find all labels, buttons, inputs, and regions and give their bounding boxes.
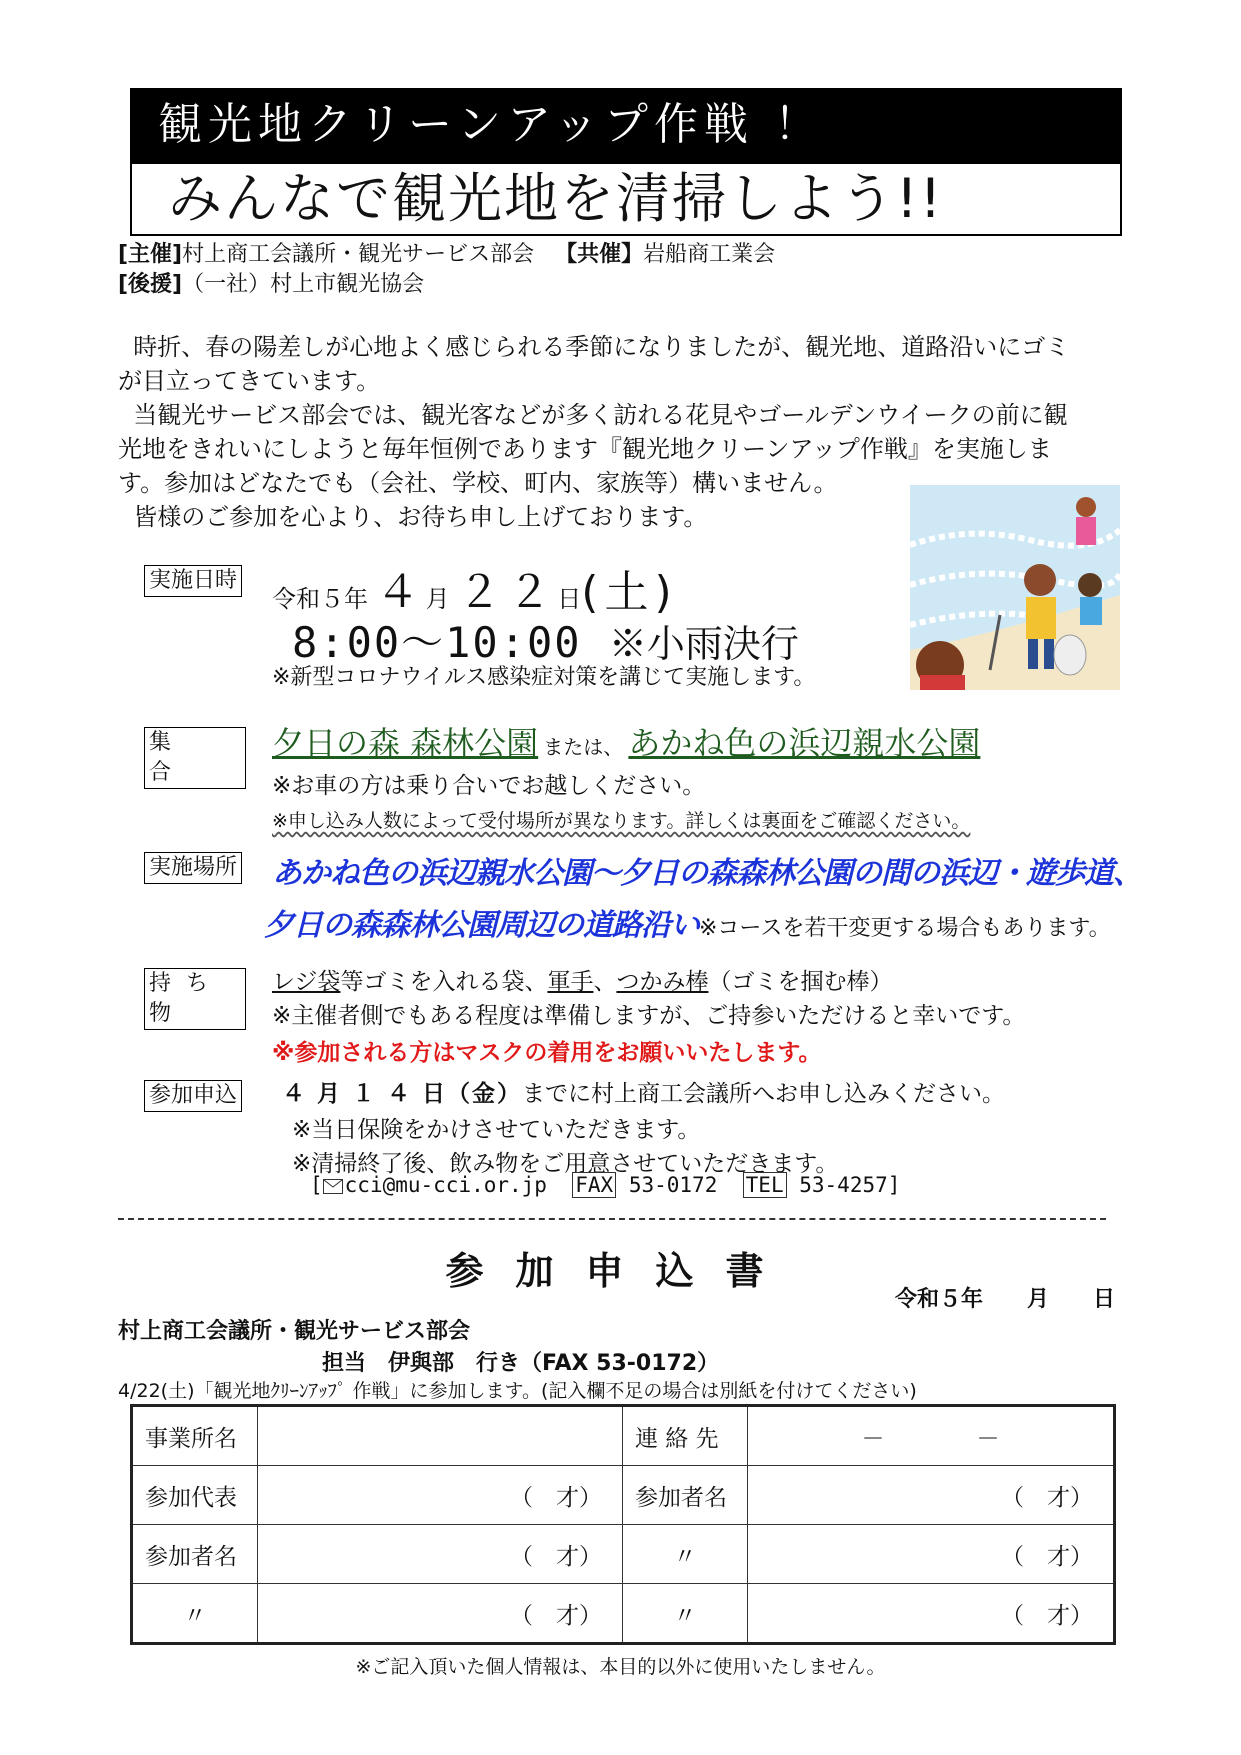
item-gloves: 軍手 xyxy=(547,969,594,995)
meeting-or: または、 xyxy=(543,735,624,759)
location-line-2-row xyxy=(264,900,1111,944)
apply-deadline-line xyxy=(282,1078,1005,1110)
form-label: 〃 xyxy=(132,1584,258,1644)
meeting-place-1: 夕日の森 森林公園 xyxy=(272,724,539,762)
intro-p2-l3: す。参加はどなたでも（会社、学校、町内、家族等）構いません。 xyxy=(118,469,838,497)
privacy-note: ※ご記入頂いた個人情報は、本目的以外に使用いたしません。 xyxy=(355,1656,886,1678)
application-form xyxy=(130,1404,1116,1645)
form-row xyxy=(132,1525,1115,1584)
cohost-name: 岩船商工業会 xyxy=(643,242,776,267)
items-text-3: （ゴミを掴む棒） xyxy=(708,969,893,995)
fax-number: 53-0172 xyxy=(628,1173,718,1197)
cut-line xyxy=(118,1218,1106,1220)
intro-p1-l1: 時折、春の陽差しが心地よく感じられる季節になりましたが、観光地、道路沿いにゴミ xyxy=(133,333,1070,361)
cleanup-illustration xyxy=(910,485,1120,690)
main-title: みんなで観光地を清掃しよう!! xyxy=(130,162,1122,236)
items-text-2: 、 xyxy=(593,969,617,995)
mask-note: ※参加される方はマスクの着用をお願いいたします。 xyxy=(272,1040,822,1066)
form-field-company[interactable] xyxy=(258,1406,623,1466)
apply-note-2: ※清掃終了後、飲み物をご用意させていただきます。 xyxy=(292,1151,839,1177)
support-name: （一社）村上市観光協会 xyxy=(182,272,425,297)
host-label: [主催] xyxy=(118,242,183,267)
support-line xyxy=(118,270,424,300)
cohost-label: 【共催】 xyxy=(555,242,644,267)
form-statement: 4/22(土)「観光地ｸﾘｰﾝｱｯﾌﾟ 作戦」に参加します。(記入欄不足の場合は別紙を付けてください) xyxy=(118,1380,917,1402)
tel-number: 53-4257] xyxy=(799,1173,901,1197)
form-label: 事業所名 xyxy=(132,1406,258,1466)
items-text-1: 等ゴミを入れる袋、 xyxy=(340,969,548,995)
date-era: 令和５年 xyxy=(272,585,368,613)
form-to-1: 村上商工会議所・観光サービス部会 xyxy=(118,1319,471,1344)
form-date: 令和５年 月 日 xyxy=(894,1287,1115,1312)
intro-p2-l1: 当観光サービス部会では、観光客などが多く訪れる花見やゴールデンウイークの前に観 xyxy=(133,401,1068,429)
date-day-unit: 日 xyxy=(557,585,582,613)
items-note: ※主催者側でもある程度は準備しますが、ご持参いただけると幸いです。 xyxy=(272,1003,1026,1029)
intro-p3: 皆様のご参加を心より、お待ち申し上げております。 xyxy=(133,503,708,531)
apply-label: 参加申込 xyxy=(144,1080,242,1112)
contact-bracket: [ xyxy=(310,1173,323,1197)
form-field-participant[interactable]: （ 才） xyxy=(258,1525,623,1584)
covid-note: ※新型コロナウイルス感染症対策を講じて実施します。 xyxy=(272,665,816,690)
meeting-note-2: ※申し込み人数によって受付場所が異なります。詳しくは裏面をご確認ください。 xyxy=(272,810,971,832)
meeting-place-2: あかね色の浜辺親水公園 xyxy=(628,724,981,762)
date-weekday: (土) xyxy=(581,567,678,618)
support-label: [後援] xyxy=(118,272,183,297)
date-month: ４ xyxy=(375,567,426,618)
form-field-contact[interactable]: － － xyxy=(748,1406,1115,1466)
location-line-1: あかね色の浜辺親水公園～夕日の森森林公園の間の浜辺・遊歩道、 xyxy=(272,856,1142,891)
intro-p2-l2: 光地をきれいにしようと毎年恒例であります『観光地クリーンアップ作戦』を実施しま xyxy=(118,435,1052,463)
form-label: 〃 xyxy=(623,1584,748,1644)
form-field-participant[interactable]: （ 才） xyxy=(748,1525,1115,1584)
items-label: 持 ち 物 xyxy=(144,968,246,1030)
item-tongs: つかみ棒 xyxy=(616,969,709,995)
contact-line xyxy=(310,1168,900,1202)
schedule-label: 実施日時 xyxy=(144,565,242,597)
form-label: 参加者名 xyxy=(132,1525,258,1584)
date-day: ２２ xyxy=(457,567,558,618)
form-label: 参加代表 xyxy=(132,1466,258,1525)
form-field-participant[interactable]: （ 才） xyxy=(748,1466,1115,1525)
form-label: 参加者名 xyxy=(623,1466,748,1525)
event-time xyxy=(292,610,799,670)
location-label: 実施場所 xyxy=(144,852,242,884)
fax-label: FAX xyxy=(572,1172,616,1198)
organizer-line xyxy=(118,240,775,270)
contact-email[interactable]: cci@mu-cci.or.jp xyxy=(344,1173,547,1197)
date-month-unit: 月 xyxy=(425,585,450,613)
apply-deadline-text: までに村上商工会議所へお申し込みください。 xyxy=(522,1081,1006,1107)
form-field-representative[interactable]: （ 才） xyxy=(258,1466,623,1525)
form-title: 参加申込書 xyxy=(445,1249,796,1293)
form-row xyxy=(132,1584,1115,1644)
form-field-participant[interactable]: （ 才） xyxy=(748,1584,1115,1644)
meeting-label: 集 合 xyxy=(144,727,246,789)
form-field-participant[interactable]: （ 才） xyxy=(258,1584,623,1644)
form-row xyxy=(132,1406,1115,1466)
tel-label: TEL xyxy=(743,1172,787,1198)
rain-note: ※小雨決行 xyxy=(608,624,799,666)
intro-p1-l2: が目立ってきています。 xyxy=(118,367,381,395)
form-label: 連 絡 先 xyxy=(623,1406,748,1466)
banner-title: 観光地クリーンアップ作戦 ！ xyxy=(130,88,1122,162)
form-row xyxy=(132,1466,1115,1525)
time-range: 8:00～10:00 xyxy=(292,618,582,667)
form-to-2: 担当 伊與部 行き（FAX 53-0172） xyxy=(322,1351,720,1376)
mail-icon xyxy=(323,1179,343,1194)
location-note: ※コースを若干変更する場合もあります。 xyxy=(699,916,1111,941)
host-name: 村上商工会議所・観光サービス部会 xyxy=(182,242,535,267)
apply-note-1: ※当日保険をかけさせていただきます。 xyxy=(292,1117,701,1143)
meeting-note-1: ※お車の方は乗り合いでお越しください。 xyxy=(272,773,706,799)
form-label: 〃 xyxy=(623,1525,748,1584)
items-line xyxy=(272,966,892,998)
meeting-places xyxy=(272,718,980,764)
item-bag: レジ袋 xyxy=(272,969,341,995)
apply-deadline: ４ 月 １ ４ 日（金） xyxy=(282,1081,523,1107)
location-line-2: 夕日の森森林公園周辺の道路沿い xyxy=(264,908,699,943)
